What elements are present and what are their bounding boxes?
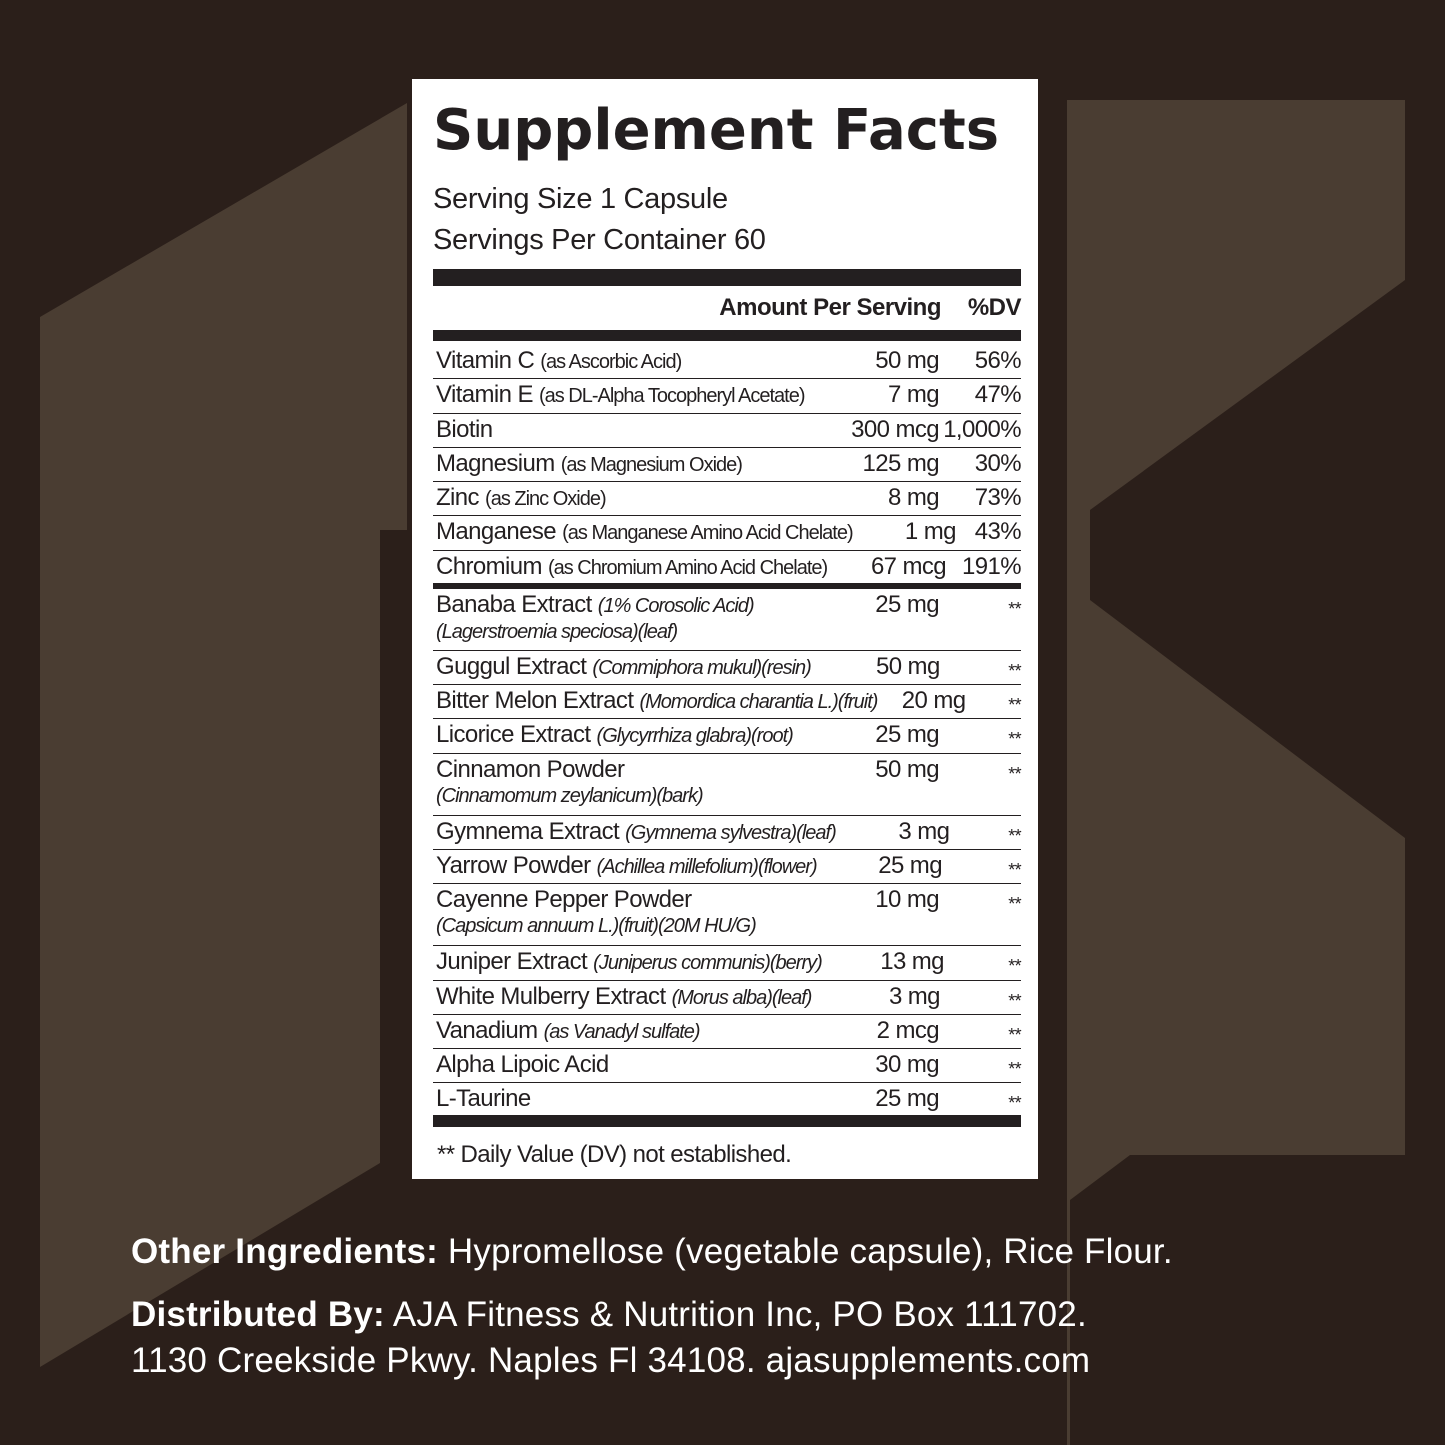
- nutrient-amount: 2 mcg: [876, 1016, 939, 1044]
- nutrient-name-text: Zinc: [436, 484, 479, 512]
- nutrient-source: (as Manganese Amino Acid Chelate): [562, 522, 853, 545]
- nutrient-name: [433, 382, 809, 409]
- distributor-info: [131, 1292, 1090, 1384]
- other-ingredients-label: Other Ingredients:: [131, 1232, 438, 1271]
- nutrient-row: [433, 482, 1021, 516]
- nutrient-name: [433, 554, 827, 581]
- nutrient-source: (Glycyrrhiza glabra)(root): [596, 725, 793, 748]
- nutrient-source: (Morus alba)(leaf): [671, 986, 812, 1009]
- nutrient-rows: [433, 345, 1021, 1127]
- nutrient-name-text: Banaba Extract: [436, 590, 592, 618]
- nutrient-source: (as Ascorbic Acid): [540, 351, 682, 373]
- nutrient-source: (as Zinc Oxide): [485, 488, 606, 511]
- nutrient-name: [433, 485, 809, 512]
- other-ingredients: [131, 1229, 1173, 1275]
- nutrient-amount: 8 mg: [888, 484, 939, 512]
- logo-left-shape: [40, 103, 407, 1367]
- nutrient-amount: 3 mg: [888, 982, 940, 1010]
- nutrient-name: [433, 757, 809, 809]
- nutrient-name-text: Alpha Lipoic Acid: [436, 1051, 609, 1079]
- nutrient-dv: **: [1008, 1093, 1021, 1114]
- nutrient-name: [433, 887, 809, 939]
- facts-title: Supplement Facts: [433, 98, 1000, 163]
- nutrient-source: (Gymnema sylvestra)(leaf): [625, 821, 836, 844]
- nutrient-source: (Achillea millefolium)(flower): [596, 855, 817, 878]
- nutrient-amount: 1 mg: [904, 518, 956, 546]
- nutrient-source: (as Vanadyl sulfate): [543, 1020, 700, 1043]
- nutrient-amount: 25 mg: [875, 721, 939, 749]
- nutrient-name: [433, 722, 809, 749]
- nutrient-name-text: Cinnamon Powder: [436, 755, 625, 783]
- nutrient-name: [433, 519, 853, 546]
- nutrient-name: [433, 1052, 809, 1078]
- nutrient-dv: 30%: [974, 449, 1021, 477]
- nutrient-name-text: Biotin: [436, 415, 493, 443]
- nutrient-dv: 73%: [974, 484, 1021, 512]
- nutrient-row: [433, 516, 1021, 550]
- nutrient-dv: **: [1008, 695, 1021, 716]
- amount-header: Amount Per Serving: [719, 294, 941, 321]
- nutrient-source: (Juniperus communis)(berry): [593, 952, 822, 975]
- nutrient-amount: 7 mg: [888, 381, 939, 409]
- distributor-line2: 1130 Creekside Pkwy. Naples Fl 34108. ajasupplements.com: [131, 1341, 1091, 1380]
- nutrient-row: [433, 685, 1021, 719]
- nutrient-name-text: White Mulberry Extract: [436, 982, 666, 1010]
- nutrient-dv: **: [1008, 894, 1021, 915]
- nutrient-source: (as DL-Alpha Tocopheryl Acetate): [538, 385, 805, 408]
- nutrient-amount: 67 mcg: [870, 552, 947, 580]
- nutrient-row: [433, 589, 1021, 651]
- nutrient-dv: **: [1008, 660, 1021, 681]
- nutrient-dv: **: [1008, 990, 1021, 1011]
- nutrient-source: (Momordica charantia L.)(fruit): [639, 691, 878, 714]
- nutrient-name-text: Gymnema Extract: [436, 817, 620, 845]
- nutrient-botanical: (Cinnamomum zeylanicum)(bark): [436, 784, 703, 807]
- column-header: [433, 286, 1021, 330]
- nutrient-amount: 10 mg: [875, 886, 939, 914]
- other-ingredients-text: Hypromellose (vegetable capsule), Rice Flour.: [437, 1232, 1173, 1271]
- nutrient-dv: **: [1008, 956, 1021, 977]
- nutrient-source: (as Magnesium Oxide): [560, 453, 742, 476]
- thick-divider: [433, 269, 1021, 286]
- nutrient-row: [433, 551, 1021, 589]
- nutrient-row: [433, 884, 1021, 946]
- nutrient-amount: 50 mg: [875, 347, 939, 374]
- nutrient-row: [433, 719, 1021, 753]
- nutrient-name-text: Chromium: [436, 552, 542, 580]
- nutrient-name: [433, 654, 811, 681]
- nutrient-dv: **: [1008, 763, 1021, 784]
- distributor-label: Distributed By:: [131, 1295, 385, 1334]
- nutrient-row: [433, 1049, 1021, 1083]
- nutrient-dv: **: [1008, 598, 1021, 619]
- nutrient-name-text: Yarrow Powder: [436, 851, 591, 879]
- nutrient-dv: **: [1008, 859, 1021, 880]
- medium-divider: [433, 330, 1021, 341]
- nutrient-row: [433, 850, 1021, 884]
- nutrient-dv: **: [1008, 1024, 1021, 1045]
- nutrient-source: (as Chromium Amino Acid Chelate): [547, 556, 828, 579]
- nutrient-amount: 3 mg: [898, 817, 950, 845]
- nutrient-row: [433, 946, 1021, 980]
- nutrient-dv: **: [1008, 825, 1021, 846]
- serving-info: [433, 179, 1021, 261]
- nutrient-dv: 56%: [974, 347, 1021, 374]
- nutrient-name-text: Vitamin C: [436, 347, 535, 374]
- nutrient-name: [433, 348, 809, 375]
- nutrient-source: (Commiphora mukul)(resin): [592, 656, 811, 679]
- distributor-line1: AJA Fitness & Nutrition Inc, PO Box 111702.: [384, 1295, 1087, 1334]
- nutrient-name-text: Vanadium: [436, 1016, 538, 1044]
- nutrient-name-text: Manganese: [436, 518, 557, 546]
- nutrient-amount: 50 mg: [875, 755, 939, 783]
- nutrient-row: [433, 1015, 1021, 1049]
- nutrient-row: [433, 345, 1021, 379]
- dv-header: %DV: [967, 294, 1021, 321]
- nutrient-name-text: Vitamin E: [436, 381, 533, 409]
- nutrient-name: [433, 949, 822, 976]
- nutrient-amount: 25 mg: [875, 1085, 939, 1113]
- nutrient-name-text: Guggul Extract: [436, 652, 587, 680]
- nutrient-amount: 30 mg: [875, 1051, 939, 1079]
- nutrient-name-text: Magnesium: [436, 449, 555, 477]
- nutrient-source: (1% Corosolic Acid): [597, 594, 754, 617]
- nutrient-dv: 191%: [962, 552, 1021, 580]
- nutrient-name: [433, 819, 836, 846]
- nutrient-botanical: (Lagerstroemia speciosa)(leaf): [436, 620, 678, 643]
- nutrient-amount: 125 mg: [862, 449, 939, 477]
- nutrient-row: [433, 816, 1021, 850]
- nutrient-name-text: Juniper Extract: [436, 948, 588, 976]
- nutrient-name: [433, 451, 809, 478]
- nutrient-row: [433, 754, 1021, 816]
- nutrient-row: [433, 1083, 1021, 1127]
- nutrient-dv: **: [1008, 729, 1021, 750]
- nutrient-row: [433, 379, 1021, 413]
- supplement-facts-panel: [412, 79, 1038, 1179]
- nutrient-amount: 13 mg: [880, 948, 944, 976]
- nutrient-name-text: Licorice Extract: [436, 721, 591, 749]
- nutrient-amount: 25 mg: [875, 590, 939, 618]
- nutrient-dv: 47%: [974, 381, 1021, 409]
- serving-size: Serving Size 1 Capsule: [433, 183, 728, 215]
- nutrient-name: [433, 417, 809, 443]
- nutrient-name-text: Bitter Melon Extract: [436, 687, 634, 715]
- nutrient-name-text: Cayenne Pepper Powder: [436, 886, 692, 914]
- nutrient-amount: 20 mg: [901, 687, 966, 715]
- nutrient-amount: 25 mg: [878, 851, 942, 879]
- nutrient-name: [433, 688, 877, 715]
- nutrient-dv: **: [1008, 1059, 1021, 1080]
- nutrient-row: [433, 651, 1021, 685]
- nutrient-name: [433, 1018, 809, 1045]
- nutrient-amount: 300 mcg: [851, 415, 939, 443]
- nutrient-name-text: L-Taurine: [436, 1085, 531, 1113]
- servings-per-container: Servings Per Container 60: [433, 224, 766, 256]
- nutrient-name: [433, 1086, 809, 1112]
- nutrient-name: [433, 592, 809, 645]
- nutrient-name: [433, 853, 817, 880]
- nutrient-row: [433, 448, 1021, 482]
- nutrient-name: [433, 984, 811, 1011]
- nutrient-botanical: (Capsicum annuum L.)(fruit)(20M HU/G): [436, 915, 756, 938]
- nutrient-row: [433, 981, 1021, 1015]
- nutrient-dv: 1,000%: [943, 415, 1021, 443]
- nutrient-amount: 50 mg: [875, 652, 940, 680]
- nutrient-row: [433, 414, 1021, 448]
- nutrient-dv: 43%: [974, 518, 1021, 546]
- footnote: ** Daily Value (DV) not established.: [437, 1141, 792, 1169]
